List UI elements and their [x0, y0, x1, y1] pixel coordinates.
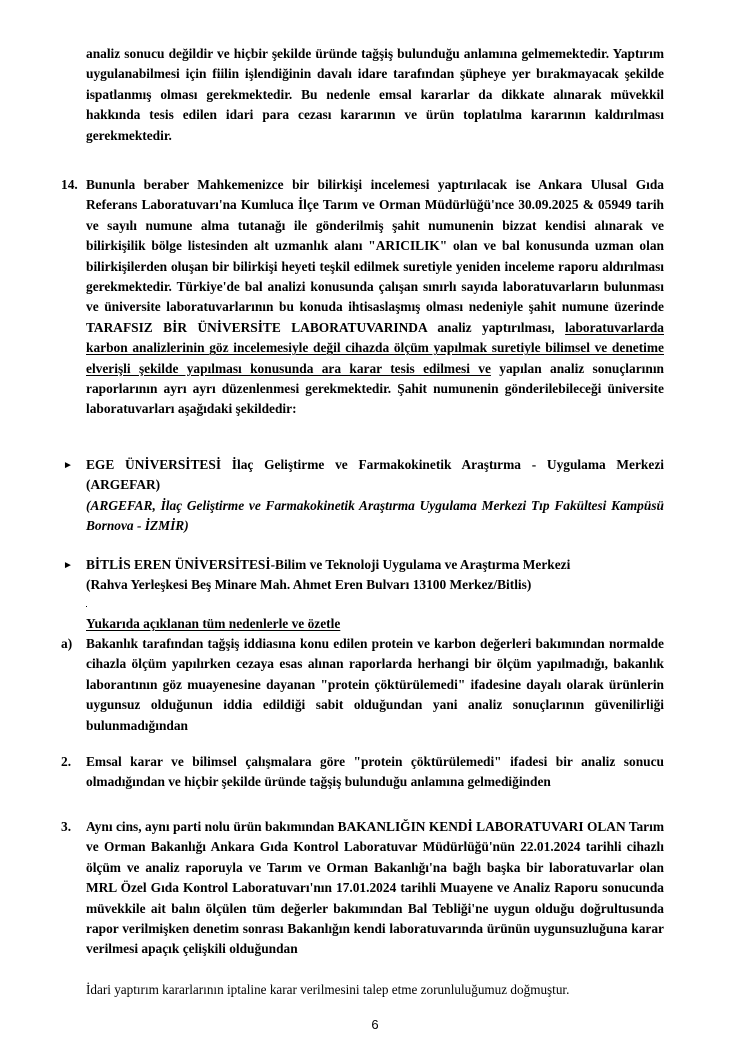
stray-dot	[86, 606, 87, 607]
summary-item-a-marker: a)	[61, 636, 73, 651]
intro-paragraph: analiz sonucu değildir ve hiçbir şekilde üründe tağşiş bulunduğu anlamına gelmemektedir. Yaptırım uygulanabilmesi için fiilin işlendiğinin davalı idare tarafından şüpheye yer bırakmayacak şekilde ispatlanmış olması gerekmektedir. Bu nedenle emsal kararlar da dikkate alınarak müvekkil hakkında tesis edilen idari para cezası kararının ve ürün toplatılma kararının kaldırılması gerekmektedir.	[86, 46, 664, 143]
item-14-number: 14.	[61, 177, 78, 192]
bullet-triangle-icon: ►	[63, 460, 73, 471]
item-14-text-part1: Bununla beraber Mahkemenizce bir bilirkişi incelemesi yaptırılacak ise Ankara Ulusal Gıda Referans Laboratuvarı'na Kumluca İlçe Tarım ve Orman Müdürlüğü'nce 30.09.2025 & 05949 tarih ve sayılı numune alma tutanağı ile gönderilmiş şahit numunenin bizzat kendisi alınarak ve bilirkişilik bölge listesinden alt uzmanlık alanı "ARICILIK" olan ve bal konusunda uzman olan bilirkişilerden oluşan bir bilirkişi heyeti teşkil edilmek suretiyle yeniden inceleme raporu aldırılması gerekmektedir. Türkiye'de bal analizi konusunda çalışan sınırlı sayıda laboratuvarların bulunması ve üniversite laboratuvarlarının bu konuda ihtisaslaşmış olması nedeniyle şahit numune üzerinde TARAFSIZ BİR ÜNİVERSİTE LABORATUVARINDA analiz yaptırılması,	[86, 177, 664, 335]
summary-item-3-text: Aynı cins, aynı parti nolu ürün bakımından BAKANLIĞIN KENDİ LABORATUVARI OLAN Tarım ve Orman Bakanlığı Ankara Gıda Kontrol Laboratuvar Müdürlüğü'nün 22.01.2024 tarihli cihazlı ölçüm ve analiz raporuyla ve Tarım ve Orman Bakanlığı'na bağlı başka bir laboratuvarlar olan MRL Özel Gıda Kontrol Laboratuvarı'nın 17.01.2024 tarihli Muayene ve Analiz Raporu sonucunda müvekkile ait balın ölçülen tüm değerler bakımından Bal Tebliği'ne uygun olduğu doğrultusunda rapor verilmişken denetim sonrası Bakanlığın kendi laboratuvarında ürünün uygunsuzluğuna karar verilmesi apaçık çelişkili olduğundan	[86, 819, 664, 957]
university-bitlis-name: BİTLİS EREN ÜNİVERSİTESİ-Bilim ve Teknoloji Uygulama ve Araştırma Merkezi	[86, 557, 571, 572]
summary-item-2-marker: 2.	[61, 754, 72, 769]
university-bitlis	[86, 555, 664, 596]
university-ege-name: EGE ÜNİVERSİTESİ İlaç Geliştirme ve Farmakokinetik Araştırma - Uygulama Merkezi (ARGEFAR)	[86, 457, 664, 493]
university-bitlis-address: (Rahva Yerleşkesi Beş Minare Mah. Ahmet Eren Bulvarı 13100 Merkez/Bitlis)	[86, 577, 532, 593]
university-ege-address: (ARGEFAR, İlaç Geliştirme ve Farmakokinetik Araştırma Uygulama Merkezi Tıp Fakültesi Kampüsü Bornova - İZMİR)	[86, 497, 664, 534]
item-14-text-part2: yapılan analiz sonuçlarının raporlarının ayrı ayrı düzenlenmesi gerekmektedir. Şahit numunenin gönderilebileceği üniversite laboratuvarları aşağıdaki şekildedir:	[86, 360, 664, 417]
summary-item-a-text: Bakanlık tarafından tağşiş iddiasına konu edilen protein ve karbon değerleri bakımından normalde cihazla ölçüm yapılırken cezaya esas alınan raporlarda herhangi bir ölçüm yapılmadığı, bakanlık laborantının göz muayenesine dayanan "protein çöktürülemedi" ifadesine dayalı olarak ürünlerin uygunsuz olduğunun iddia edildiği sabit olduğundan yani analiz sonuçlarının güvenilirliği bulunmadığından	[86, 636, 664, 733]
summary-item-2-text: Emsal karar ve bilimsel çalışmalara göre "protein çöktürülemedi" ifadesi bir analiz sonucu olmadığından ve hiçbir şekilde üründe tağşiş bulunduğu anlamına gelmediğinden	[86, 754, 664, 790]
item-14-paragraph	[86, 175, 664, 420]
summary-item-3-marker: 3.	[61, 819, 72, 834]
closing-sentence: İdari yaptırım kararlarının iptaline karar verilmesini talep etme zorunluluğumuz doğmuştur.	[86, 982, 570, 997]
item-14-underlined-text: laboratuvarlarda karbon analizlerinin göz incelemesiyle değil cihazda ölçüm yapılmak suretiyle bilimsel ve denetime elverişli şekilde yapılması konusunda ara karar tesis edilmesi ve	[86, 319, 664, 376]
bullet-triangle-icon: ►	[63, 560, 73, 571]
page-number: 6	[371, 1017, 379, 1032]
summary-heading: Yukarıda açıklanan tüm nedenlerle ve özetle	[86, 616, 341, 631]
university-ege	[86, 455, 664, 537]
